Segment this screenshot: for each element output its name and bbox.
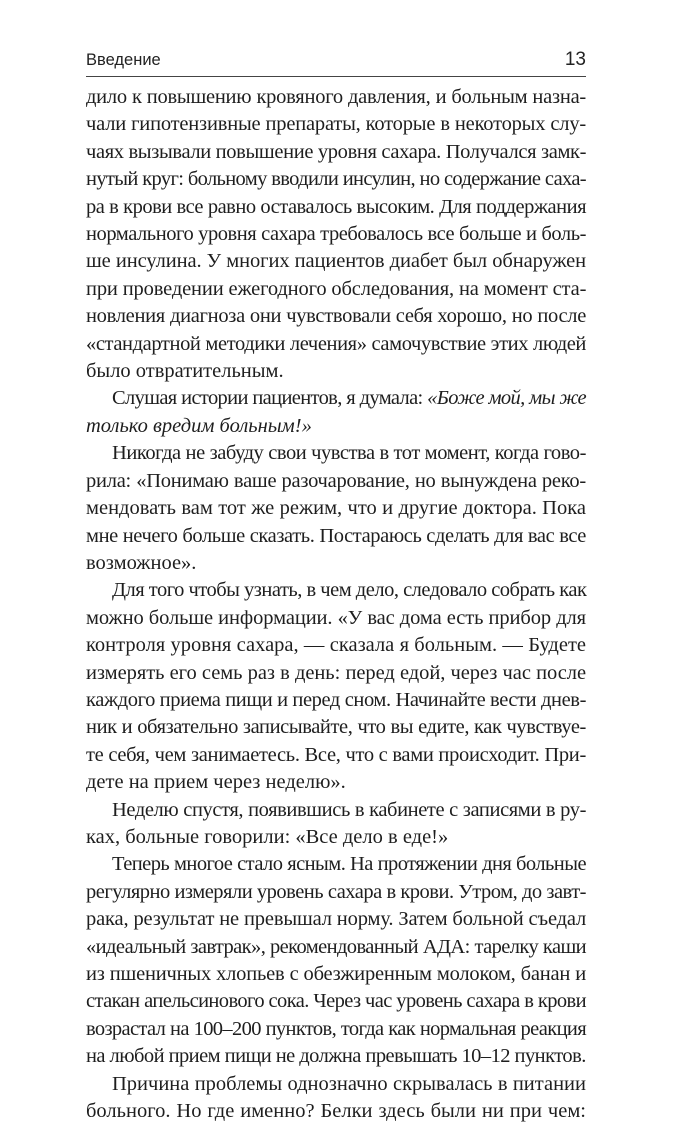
text-line: чали гипотензивные препараты, которые в некоторых слу- [86,113,586,136]
text-line: новления диагноза они чувствовали себя хорошо, но после [86,305,586,328]
text-line: рила: «Понимаю ваше разочарование, но вынуждена реко- [86,469,586,492]
page-number: 13 [564,49,586,70]
text-line: Для того чтобы узнать, в чем дело, следовало собрать как [112,579,587,602]
text-line: рака, результат не превышал норму. Затем больной съедал [86,908,587,931]
text-line: мне нечего больше сказать. Постараюсь сделать для вас все [86,524,586,547]
italic-quote-line: только вредим больным!» [86,414,312,437]
paragraph-5 [86,797,586,852]
text-line: из пшеничных хлопьев с обезжиренным молоком, банан и [86,963,586,985]
text-line: дило к повышению кровяного давления, и больным назна- [86,86,586,108]
text-line: возможное». [86,551,197,574]
running-head [86,48,586,74]
text-line: нормального уровня сахара требовалось все больше и боль- [86,223,586,246]
paragraph-3 [86,440,586,577]
text-line: «идеальный завтрак», рекомендованный АДА: тарелку каши [86,935,586,958]
text-line: ках, больные говорили: «Все дело в еде!» [86,825,449,848]
text-line: на любой прием пищи не должна превышать 10–12 пунктов. [86,1045,586,1068]
text-line: дете на прием через неделю». [86,771,346,794]
text-line: мендовать вам тот же режим, что и другие доктора. Пока [86,497,586,520]
text-line: возрастал на 100–200 пунктов, тогда как нормальная реакция [86,1017,586,1040]
text-line: ник и обязательно записывайте, что вы едите, как чувствуе- [86,716,586,739]
paragraph-6 [86,851,586,1070]
text-line: каждого приема пищи и перед сном. Начинайте вести днев- [86,688,586,711]
text-line: ра в крови все равно оставалось высоким. Для поддержания [86,195,586,218]
section-title: Введение [86,51,161,69]
text-line: больного. Но где именно? Белки здесь были ни при чем: [86,1100,586,1123]
text-line: контроля уровня сахара, — сказала я больным. — Будете [86,634,586,657]
text-line: при проведении ежегодного обследования, на момент ста- [86,277,587,300]
paragraph-2 [86,385,586,440]
text-line: регулярно измеряли уровень сахара в крови. Утром, до завт- [86,880,586,903]
text-line: стакан апельсинового сока. Через час уровень сахара в крови [86,990,586,1013]
header-rule [86,76,586,77]
text-line: Теперь многое стало ясным. На протяжении дня больные [112,853,586,876]
text-line: нутый круг: больному вводили инсулин, но содержание саха- [86,168,586,191]
paragraph-1 [86,84,586,385]
text-line: ше инсулина. У многих пациентов диабет был обнаружен [86,250,586,273]
text-line: чаях вызывали повышение уровня сахара. Получался замк- [86,140,587,163]
text-line: Причина проблемы однозначно скрывалась в питании [112,1072,586,1095]
text-line: было отвратительным. [86,360,284,383]
body-text [86,84,586,1125]
italic-quote: «Боже мой, мы же [427,387,586,410]
paragraph-7 [86,1071,586,1125]
text-line: Никогда не забуду свои чувства в тот момент, когда гово- [112,442,586,465]
text-line: измерять его семь раз в день: перед едой, через час после [86,661,586,684]
text-line: те себя, чем занимаетесь. Все, что с вами происходит. При- [86,743,586,766]
text-line: можно больше информации. «У вас дома есть прибор для [86,606,586,629]
text-line: «стандартной методики лечения» самочувствие этих людей [86,332,586,355]
plain-text: Слушая истории пациентов, я думала: [112,387,428,410]
text-line [86,385,586,412]
text-line: Неделю спустя, появившись в кабинете с записями в ру- [112,798,586,821]
paragraph-4 [86,577,586,796]
